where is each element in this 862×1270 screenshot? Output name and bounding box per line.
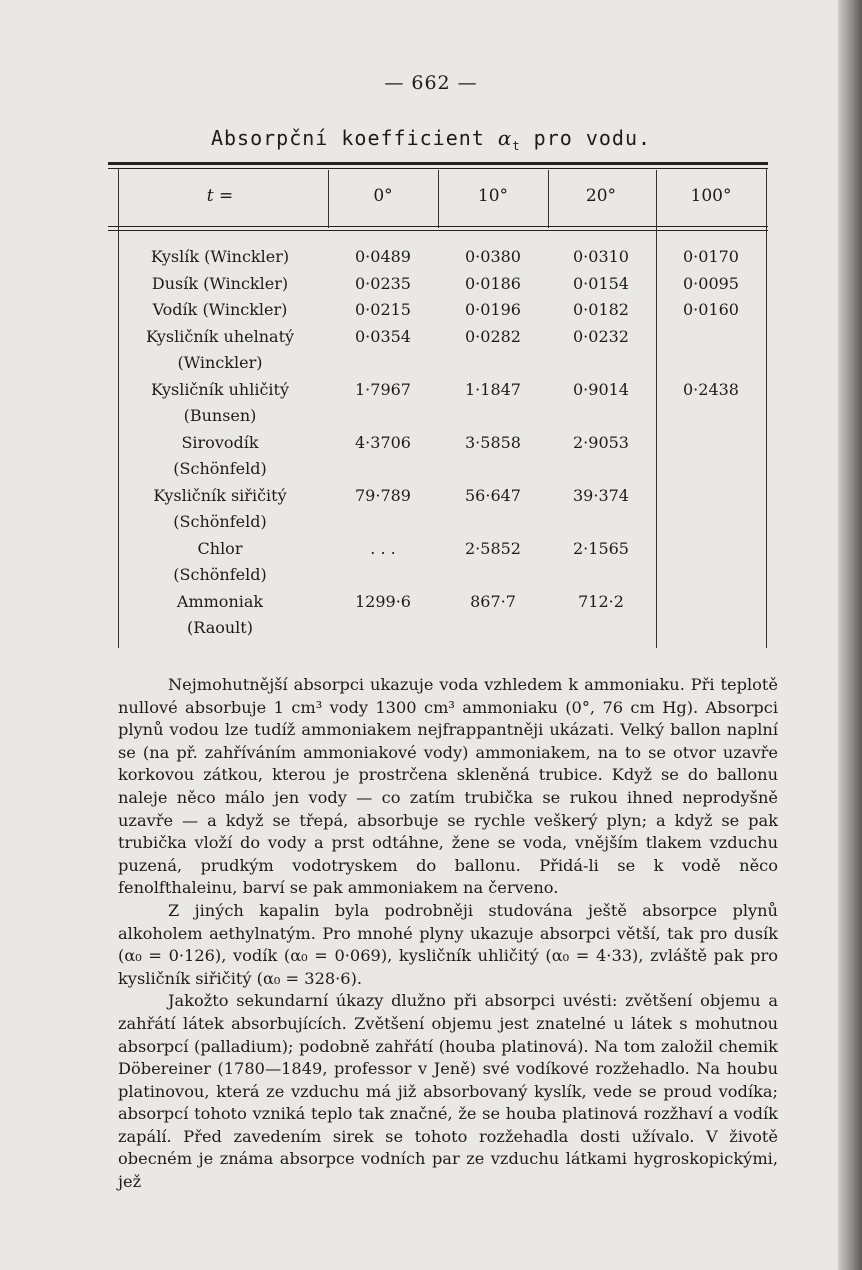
table-cell-v0: . . . bbox=[370, 538, 396, 558]
table-cell-v20: 0·0232 bbox=[573, 326, 629, 346]
paragraph-2: Z jiných kapalin byla podrobněji studována ještě absorpce plynů alkoholem aethylnatým. Pro mnohé plyny ukazuje absorpci větší, tak pro dusík (α₀ = 0·126), vodík (α₀ = 0·069), kysličník uhličitý (α₀ = 4·33), zvláště pak pro kysličník siřičitý (α₀ = 328·6). bbox=[118, 900, 778, 988]
table-cell-v20: 0·0154 bbox=[573, 273, 629, 293]
table-cell-v20: 712·2 bbox=[578, 591, 624, 611]
table-cell-v100 bbox=[661, 483, 761, 510]
table-left-border bbox=[118, 168, 119, 648]
title-symbol: α bbox=[497, 126, 513, 150]
values-100-column bbox=[661, 244, 761, 642]
table-cell-v100 bbox=[661, 615, 761, 642]
title-subscript: t bbox=[512, 139, 521, 153]
table-cell-v10: 0·0186 bbox=[465, 273, 521, 293]
table-cell-name: Vodík (Winckler) bbox=[152, 300, 288, 319]
table-cell-name: Sirovodík bbox=[181, 432, 259, 452]
table-cell-v0: 0·0235 bbox=[355, 273, 411, 293]
table-cell-v0: 0·0215 bbox=[355, 300, 411, 319]
table-cell-v0 bbox=[333, 350, 433, 377]
table-cell-name: Kyslík (Winckler) bbox=[150, 247, 290, 266]
table-cell-v0: 0·0489 bbox=[355, 247, 411, 266]
table-cell-v20 bbox=[551, 403, 651, 430]
table-cell-v0 bbox=[333, 562, 433, 589]
table-right-border bbox=[766, 168, 767, 648]
table-cell-v100 bbox=[661, 324, 761, 351]
table-cell-v10: 1·1847 bbox=[465, 379, 521, 399]
table-cell-v0: 4·3706 bbox=[355, 432, 411, 452]
table-cell-v100 bbox=[661, 456, 761, 483]
table-cell-v10: 3·5858 bbox=[465, 432, 521, 452]
table-cell-name: (Schönfeld) bbox=[173, 512, 267, 531]
table-cell-v10 bbox=[443, 350, 543, 377]
table-cell-v100: 0·2438 bbox=[683, 379, 739, 399]
table-cell-name: (Schönfeld) bbox=[173, 459, 267, 478]
table-cell-v20: 39·374 bbox=[573, 485, 629, 505]
table-cell-v0 bbox=[333, 456, 433, 483]
table-cell-v10: 0·0282 bbox=[465, 326, 521, 346]
table-header-rule-2 bbox=[108, 230, 768, 231]
table-cell-v20 bbox=[551, 615, 651, 642]
table-cell-v20 bbox=[551, 456, 651, 483]
table-cell-v10: 56·647 bbox=[465, 485, 521, 505]
table-cell-name: (Raoult) bbox=[187, 618, 253, 637]
header-20: 20° bbox=[585, 186, 617, 206]
table-cell-v0 bbox=[333, 615, 433, 642]
paragraph-1: Nejmohutnější absorpci ukazuje voda vzhledem k ammoniaku. Při teplotě nullové absorbuje 1 cm³ vody 1300 cm³ ammoniaku (0°, 76 cm Hg). Absorpci plynů vodou lze tudíž ammoniakem nejfrappantněji ukázati. Velký ballon naplní se (na př. zahříváním ammoniakové vody) ammoniakem, na to se otvor uzavře korkovou zátkou, kterou je prostrčena skleněná trubice. Když se do ballonu naleje něco málo jen vody — co zatím trubička se rukou ihned neprodyšně uzavře — a když se třepá, absorbuje se rychle veškerý plyn; a když se pak trubička vloží do vody a prst odtáhne, žene se voda, vnějším tlakem vzduchu puzená, prudkým vodotryskem do ballonu. Přidá-li se k vodě něco fenolfthaleinu, barví se pak ammoniakem na červeno. bbox=[118, 675, 778, 898]
table-cell-v100: 0·0095 bbox=[683, 273, 739, 293]
page-number: — 662 — bbox=[384, 72, 478, 94]
table-cell-v0: 1299·6 bbox=[355, 591, 411, 611]
table-top-rule-thick bbox=[108, 162, 768, 165]
table-cell-name: (Bunsen) bbox=[183, 406, 257, 425]
table-cell-v10 bbox=[443, 403, 543, 430]
table-cell-v0 bbox=[333, 509, 433, 536]
table-cell-v100 bbox=[661, 350, 761, 377]
header-10: 10° bbox=[477, 186, 509, 206]
table-cell-name: Chlor bbox=[197, 538, 243, 558]
table-cell-v10: 0·0196 bbox=[465, 300, 521, 319]
table-cell-v10 bbox=[443, 615, 543, 642]
table-cell-v20 bbox=[551, 509, 651, 536]
table-cell-v100 bbox=[661, 403, 761, 430]
table-top-rule-thin bbox=[108, 168, 768, 169]
header-0: 0° bbox=[373, 186, 393, 206]
table-cell-v20: 0·0182 bbox=[573, 300, 629, 319]
table-cell-v100 bbox=[661, 509, 761, 536]
table-cell-v20: 2·9053 bbox=[573, 432, 629, 452]
table-cell-v0: 0·0354 bbox=[355, 326, 411, 346]
table-cell-v10 bbox=[443, 509, 543, 536]
table-cell-v10 bbox=[443, 456, 543, 483]
table-cell-v20: 0·0310 bbox=[573, 247, 629, 266]
gas-names-column bbox=[120, 244, 320, 642]
table-cell-v10: 2·5852 bbox=[465, 538, 521, 558]
table-cell-v0: 79·789 bbox=[355, 485, 411, 505]
table-cell-v100: 0·0170 bbox=[683, 247, 739, 266]
table-cell-v10: 0·0380 bbox=[465, 247, 521, 266]
table-cell-v10 bbox=[443, 562, 543, 589]
title-after: pro vodu. bbox=[520, 126, 652, 150]
table-cell-name: (Schönfeld) bbox=[173, 565, 267, 584]
header-100: 100° bbox=[690, 186, 732, 206]
values-0-column bbox=[333, 244, 433, 642]
body-text bbox=[118, 674, 778, 1194]
values-10-column bbox=[443, 244, 543, 642]
table-cell-v100 bbox=[661, 430, 761, 457]
table-divider-4 bbox=[656, 170, 657, 648]
table-cell-v0 bbox=[333, 403, 433, 430]
table-cell-name: (Winckler) bbox=[177, 353, 263, 372]
table-cell-v20 bbox=[551, 350, 651, 377]
title-before: Absorpční koefficient bbox=[210, 126, 498, 150]
paragraph-3: Jakožto sekundarní úkazy dlužno při absorpci uvésti: zvětšení objemu a zahřátí látek absorbujících. Zvětšení objemu jest znatelné u látek s mohutnou absorpcí (palladium); podobně zahřátí (houba platinová). Na tom založil chemik Döbereiner (1780—1849, professor v Jeně) své vodíkové rozžehadlo. Na houbu platinovou, která ze vzduchu má již absorbovaný kyslík, vede se proud vodíka; absorpcí tohoto vzniká teplo tak značné, že se houba platinová rozžhaví a vodík zapálí. Před zavedením sirek se tohoto rozžehadla dosti užívalo. V životě obecném je známa absorpce vodních par ze vzduchu látkami hygroskopickými, jež bbox=[118, 991, 778, 1192]
table-cell-name: Dusík (Winckler) bbox=[151, 273, 289, 293]
table-divider-2 bbox=[438, 170, 439, 228]
table-cell-name: Ammoniak bbox=[176, 591, 264, 611]
table-cell-v20: 2·1565 bbox=[573, 538, 629, 558]
values-20-column bbox=[551, 244, 651, 642]
table-cell-name: Kysličník uhličitý bbox=[151, 379, 289, 399]
table-cell-name: Kysličník uhelnatý bbox=[145, 326, 295, 346]
table-cell-v100 bbox=[661, 589, 761, 616]
table-cell-v100 bbox=[661, 562, 761, 589]
table-title bbox=[0, 126, 862, 153]
table-cell-v20: 0·9014 bbox=[573, 379, 629, 399]
table-cell-v20 bbox=[551, 562, 651, 589]
header-t: t = bbox=[206, 186, 234, 206]
table-cell-v100 bbox=[661, 536, 761, 563]
table-cell-v10: 867·7 bbox=[470, 591, 516, 611]
table-divider-1 bbox=[328, 170, 329, 228]
table-divider-3 bbox=[548, 170, 549, 228]
table-cell-v100: 0·0160 bbox=[683, 300, 739, 319]
table-cell-v0: 1·7967 bbox=[355, 379, 411, 399]
book-spine-shadow bbox=[838, 0, 862, 1270]
table-cell-name: Kysličník siřičitý bbox=[153, 485, 287, 505]
